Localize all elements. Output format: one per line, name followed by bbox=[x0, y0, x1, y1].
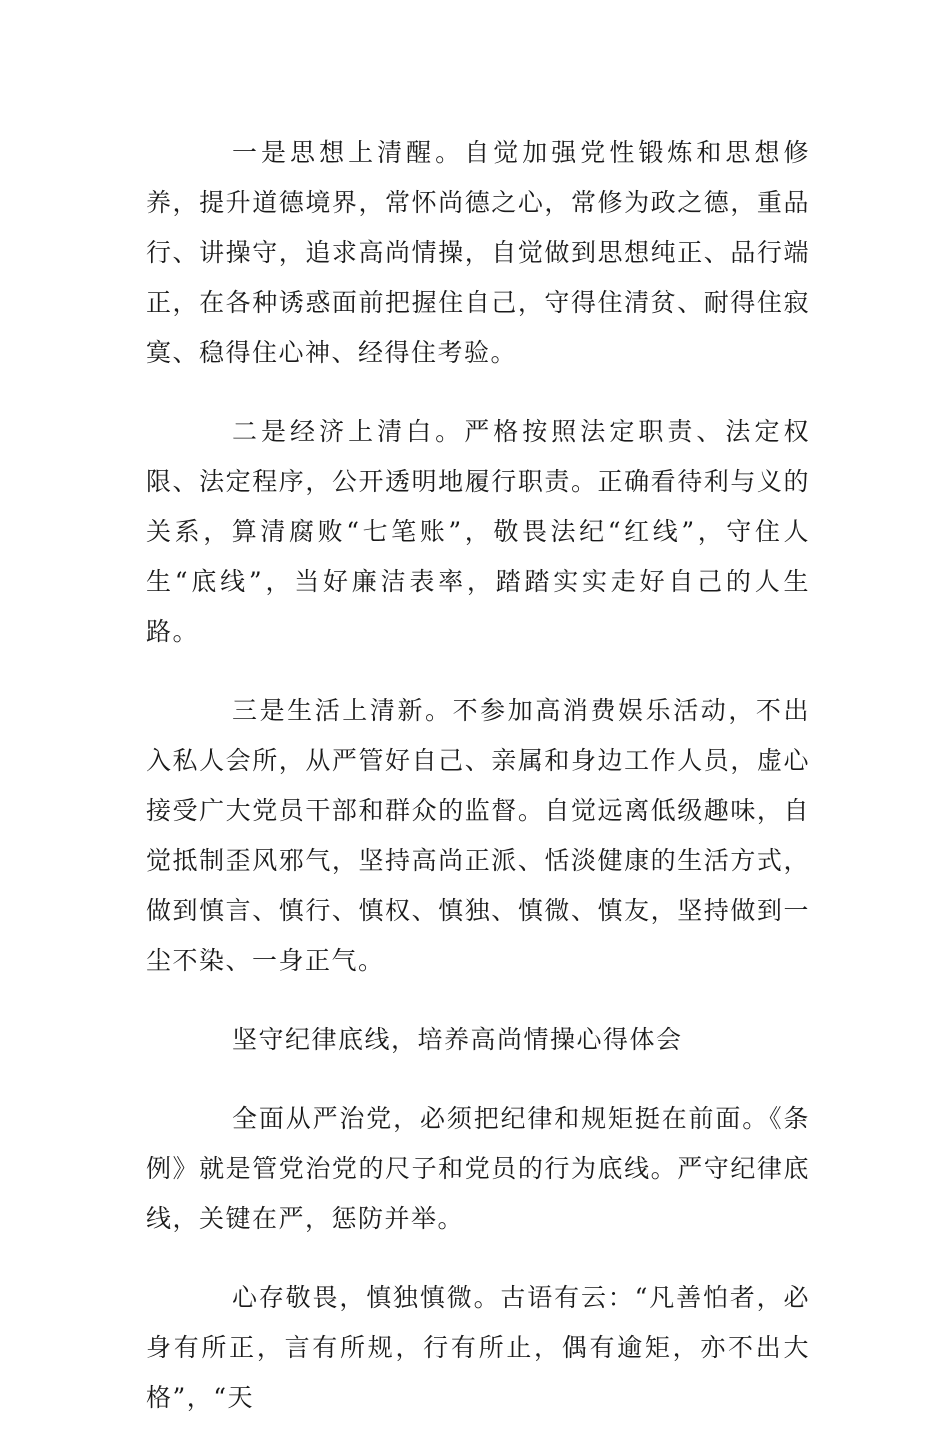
section-heading: 坚守纪律底线，培养高尚情操心得体会 bbox=[232, 1025, 683, 1054]
document-body bbox=[146, 128, 810, 1452]
paragraph-ideology: 一是思想上清醒。自觉加强党性锻炼和思想修养，提升道德境界，常怀尚德之心，常修为政之德，重品行、讲操守，追求高尚情操，自觉做到思想纯正、品行端正，在各种诱惑面前把握住自己，守得住清贫、耐得住寂寞、稳得住心神、经得住考验。 bbox=[146, 138, 810, 367]
paragraph-life: 三是生活上清新。不参加高消费娱乐活动，不出入私人会所，从严管好自己、亲属和身边工作人员，虚心接受广大党员干部和群众的监督。自觉远离低级趣味，自觉抵制歪风邪气，坚持高尚正派、恬淡健康的生活方式，做到慎言、慎行、慎权、慎独、慎微、慎友，坚持做到一尘不染、一身正气。 bbox=[146, 696, 810, 975]
paragraph-discipline: 全面从严治党，必须把纪律和规矩挺在前面。《条例》就是管党治党的尺子和党员的行为底线。严守纪律底线，关键在严，惩防并举。 bbox=[146, 1104, 810, 1233]
paragraph-awe: 心存敬畏，慎独慎微。古语有云：“凡善怕者，必身有所正，言有所规，行有所止，偶有逾矩，亦不出大格”，“天 bbox=[146, 1283, 810, 1412]
paragraph-economy: 二是经济上清白。严格按照法定职责、法定权限、法定程序，公开透明地履行职责。正确看待利与义的关系，算清腐败“七笔账”，敬畏法纪“红线”，守住人生“底线”，当好廉洁表率，踏踏实实走好自己的人生路。 bbox=[146, 417, 810, 646]
